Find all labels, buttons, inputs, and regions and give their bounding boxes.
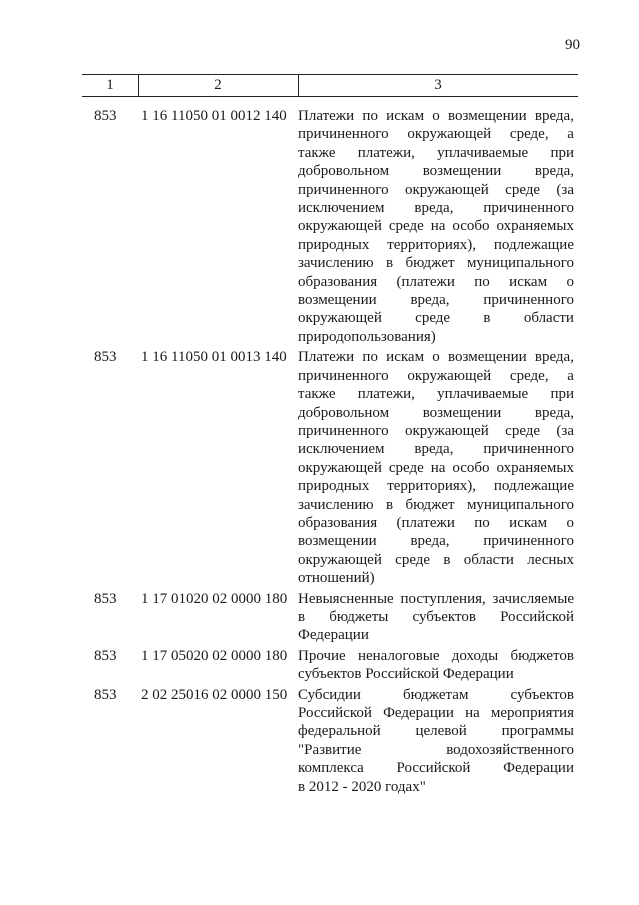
description-line: образования (платежи по искам о bbox=[298, 514, 574, 531]
description-line: в 2012 - 2020 годах" bbox=[298, 778, 426, 795]
description-line: природных территориях), подлежащие bbox=[298, 236, 574, 253]
description-line: природопользования) bbox=[298, 328, 436, 345]
table-body bbox=[82, 107, 578, 798]
header-col-3: 3 bbox=[434, 77, 442, 93]
admin-code-cell: 853 bbox=[94, 686, 117, 703]
description-line: исключением вреда, причиненного bbox=[298, 441, 574, 458]
description-line: также платежи, уплачиваемые при bbox=[298, 386, 574, 403]
description-cell bbox=[298, 686, 574, 796]
description-line: "Развитие водохозяйственного bbox=[298, 741, 574, 758]
table-row bbox=[82, 647, 578, 684]
kbk-code-cell: 1 17 05020 02 0000 180 bbox=[141, 647, 288, 664]
description-line: образования (платежи по искам о bbox=[298, 273, 574, 290]
description-line: исключением вреда, причиненного bbox=[298, 200, 574, 217]
table-row bbox=[82, 590, 578, 645]
admin-code-cell: 853 bbox=[94, 647, 117, 664]
admin-code-cell: 853 bbox=[94, 108, 117, 124]
page-number: 90 bbox=[565, 37, 580, 53]
description-line: возмещении вреда, причиненного bbox=[298, 292, 574, 309]
description-line: зачислению в бюджет муниципального bbox=[298, 496, 574, 513]
description-cell bbox=[298, 647, 574, 684]
description-line: причиненного окружающей среде (за bbox=[298, 181, 574, 198]
description-line: субъектов Российской Федерации bbox=[298, 666, 514, 683]
description-line: причиненного окружающей среде, а bbox=[298, 126, 574, 143]
description-line: возмещении вреда, причиненного bbox=[298, 533, 574, 550]
table-row bbox=[82, 348, 578, 587]
description-line: комплекса Российской Федерации bbox=[298, 760, 574, 777]
description-line: природных территориях), подлежащие bbox=[298, 478, 574, 495]
description-line: добровольном возмещении вреда, bbox=[298, 163, 574, 180]
admin-code-cell: 853 bbox=[94, 590, 117, 607]
description-cell bbox=[298, 590, 574, 645]
description-line: в бюджеты субъектов Российской bbox=[298, 608, 574, 625]
header-col-1: 1 bbox=[106, 77, 114, 93]
description-line: Российской Федерации на мероприятия bbox=[298, 705, 574, 721]
description-line: Невыясненные поступления, зачисляемые bbox=[298, 590, 574, 607]
table-row bbox=[82, 686, 578, 796]
description-line: Прочие неналоговые доходы бюджетов bbox=[298, 647, 574, 664]
admin-code-cell: 853 bbox=[94, 349, 117, 366]
description-line: отношений) bbox=[298, 570, 375, 587]
description-line: окружающей среде в области лесных bbox=[298, 551, 574, 568]
description-line: Платежи по искам о возмещении вреда, bbox=[298, 349, 574, 366]
description-line: Платежи по искам о возмещении вреда, bbox=[298, 108, 574, 124]
table-header bbox=[82, 74, 578, 97]
description-line: окружающей среде на особо охраняемых bbox=[298, 218, 574, 235]
description-line: Федерации bbox=[298, 627, 369, 644]
description-cell bbox=[298, 348, 574, 587]
table-row bbox=[82, 107, 578, 346]
description-line: Субсидии бюджетам субъектов bbox=[298, 686, 574, 703]
description-line: добровольном возмещении вреда, bbox=[298, 404, 574, 421]
description-line: также платежи, уплачиваемые при bbox=[298, 144, 574, 161]
description-line: причиненного окружающей среде, а bbox=[298, 367, 574, 384]
kbk-code-cell: 1 17 01020 02 0000 180 bbox=[141, 590, 288, 607]
description-line: федеральной целевой программы bbox=[298, 723, 574, 740]
description-line: окружающей среде на особо охраняемых bbox=[298, 459, 574, 476]
description-line: зачислению в бюджет муниципального bbox=[298, 255, 574, 272]
description-line: причиненного окружающей среде (за bbox=[298, 422, 574, 439]
header-col-2: 2 bbox=[214, 77, 222, 93]
description-line: окружающей среде в области bbox=[298, 310, 574, 327]
description-cell bbox=[298, 107, 574, 346]
kbk-code-cell: 1 16 11050 01 0013 140 bbox=[141, 349, 287, 366]
kbk-code-cell: 2 02 25016 02 0000 150 bbox=[141, 686, 288, 703]
kbk-code-cell: 1 16 11050 01 0012 140 bbox=[141, 108, 287, 124]
